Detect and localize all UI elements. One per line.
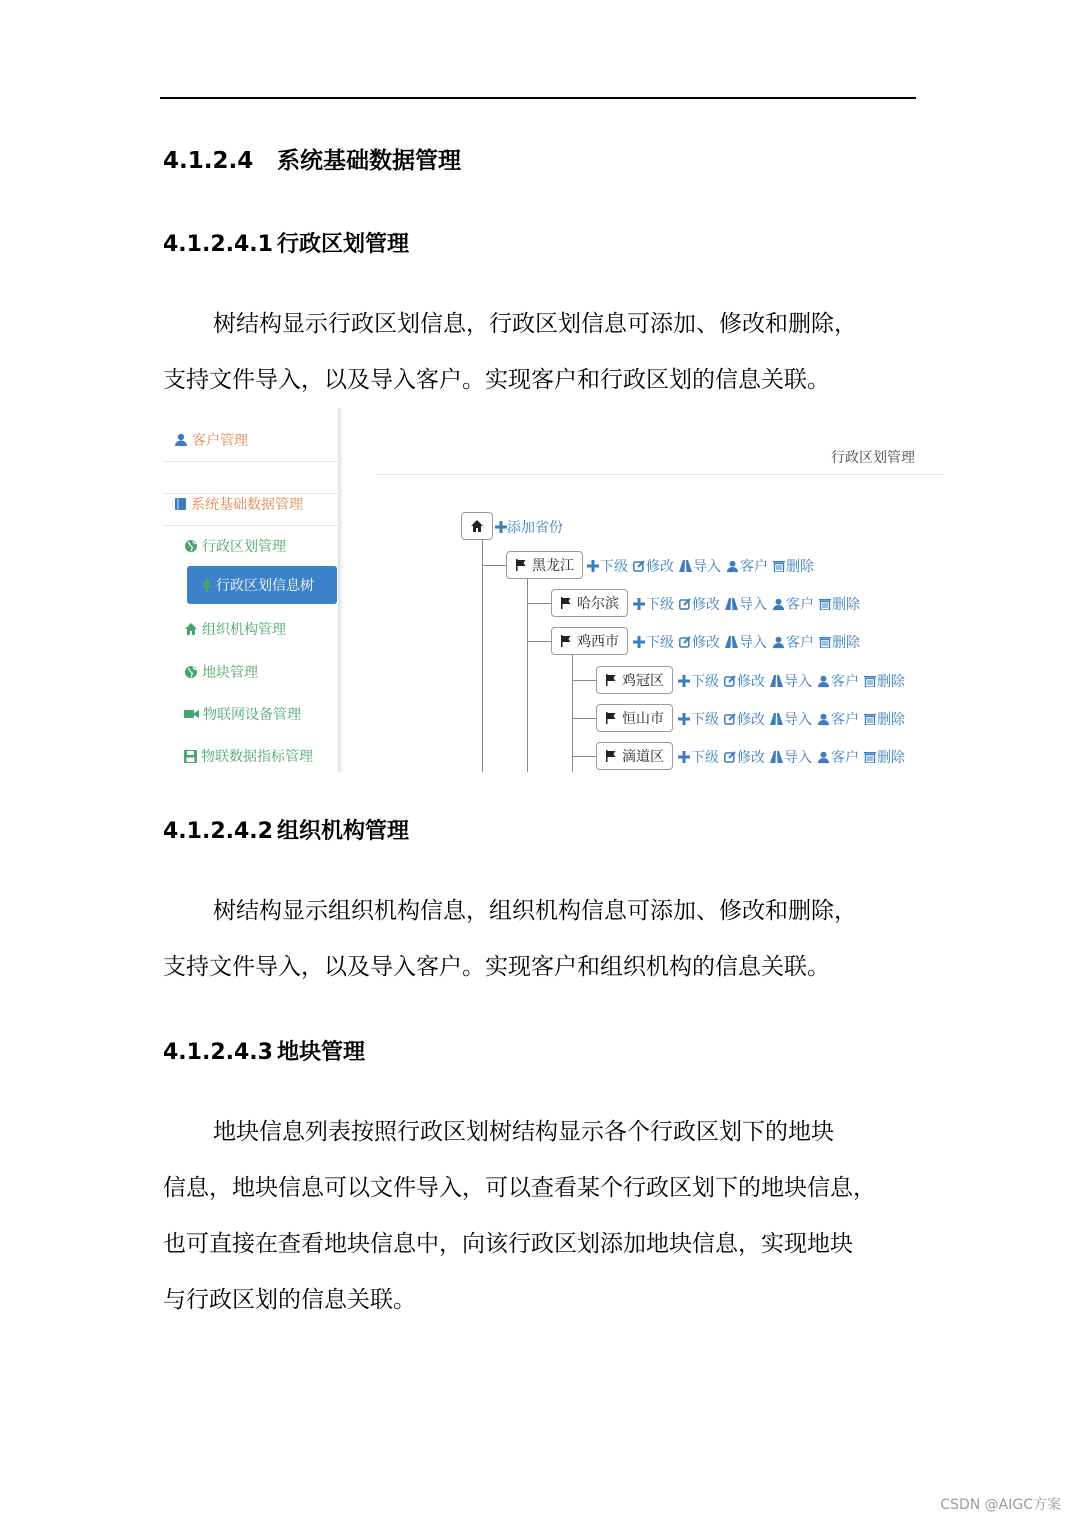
- plus-icon: [678, 675, 690, 687]
- tree-node-didao[interactable]: 滴道区: [596, 742, 673, 770]
- save-icon: [184, 750, 197, 763]
- customer-button[interactable]: 客户: [817, 747, 859, 767]
- plus-icon: [495, 521, 507, 533]
- delete-button[interactable]: 删除: [864, 747, 905, 767]
- trash-icon: [864, 675, 876, 687]
- sidebar-item-region[interactable]: 行政区划管理: [184, 536, 360, 556]
- flag-icon: [605, 674, 617, 686]
- home-icon: [184, 622, 198, 636]
- flag-icon: [560, 597, 572, 609]
- plus-icon: [633, 636, 645, 648]
- sidebar-item-land[interactable]: 地块管理: [184, 662, 360, 682]
- globe-icon: [184, 665, 198, 679]
- tree-connector: [527, 603, 551, 604]
- delete-button[interactable]: 删除: [773, 556, 814, 576]
- tree-node-heilongjiang[interactable]: 黑龙江: [506, 551, 583, 579]
- flag-icon: [515, 559, 527, 571]
- node-actions: [633, 632, 865, 652]
- tree-node-jiguan[interactable]: 鸡冠区: [596, 666, 673, 694]
- region-tree-screenshot: [162, 408, 944, 772]
- sidebar-divider: [162, 525, 338, 526]
- home-icon: [470, 519, 484, 533]
- plus-icon: [587, 560, 599, 572]
- paragraph-region: 树结构显示行政区划信息，行政区划信息可添加、修改和删除， 支持文件导入，以及导入客户。实现客户和行政区划的信息关联。: [163, 311, 857, 393]
- user-icon: [817, 675, 830, 688]
- edit-icon: [724, 675, 736, 687]
- add-child-button[interactable]: 下级: [678, 671, 719, 691]
- plus-icon: [633, 598, 645, 610]
- add-child-button[interactable]: 下级: [678, 747, 719, 767]
- road-icon: [770, 751, 783, 763]
- delete-button[interactable]: 删除: [864, 709, 905, 729]
- user-icon: [174, 433, 188, 447]
- road-icon: [679, 560, 692, 572]
- user-icon: [772, 636, 785, 649]
- import-button[interactable]: 导入: [679, 556, 721, 576]
- import-button[interactable]: 导入: [770, 747, 812, 767]
- import-button[interactable]: 导入: [770, 671, 812, 691]
- sidebar-item-basic-data[interactable]: 系统基础数据管理: [174, 494, 350, 514]
- tree-connector: [482, 565, 506, 566]
- delete-button[interactable]: 删除: [819, 594, 860, 614]
- tree-root-button[interactable]: [461, 512, 493, 540]
- flag-icon: [560, 635, 572, 647]
- customer-button[interactable]: 客户: [772, 632, 814, 652]
- edit-icon: [679, 636, 691, 648]
- tree-connector: [527, 579, 528, 772]
- tree-connector: [572, 756, 596, 757]
- road-icon: [725, 598, 738, 610]
- trash-icon: [819, 636, 831, 648]
- section-heading-4-1-2-4-2: 4.1.2.4.2 组织机构管理: [163, 819, 410, 844]
- road-icon: [770, 713, 783, 725]
- node-actions: [633, 594, 865, 614]
- tree-connector: [572, 718, 596, 719]
- flag-icon: [605, 712, 617, 724]
- header-rule: [160, 97, 916, 99]
- edit-button[interactable]: 修改: [724, 747, 765, 767]
- node-actions: [678, 747, 910, 767]
- node-actions: [678, 709, 910, 729]
- video-camera-icon: [184, 708, 199, 720]
- add-child-button[interactable]: 下级: [587, 556, 628, 576]
- tree-connector: [572, 655, 573, 772]
- user-icon: [726, 560, 739, 573]
- paragraph-org: 树结构显示组织机构信息，组织机构信息可添加、修改和删除， 支持文件导入，以及导入客户。实现客户和组织机构的信息关联。: [163, 898, 857, 980]
- user-icon: [817, 713, 830, 726]
- edit-icon: [724, 751, 736, 763]
- customer-button[interactable]: 客户: [817, 709, 859, 729]
- delete-button[interactable]: 删除: [864, 671, 905, 691]
- sidebar: [162, 408, 339, 772]
- trash-icon: [864, 713, 876, 725]
- book-icon: [174, 497, 187, 511]
- plus-icon: [678, 713, 690, 725]
- delete-button[interactable]: 删除: [819, 632, 860, 652]
- trash-icon: [864, 751, 876, 763]
- customer-button[interactable]: 客户: [817, 671, 859, 691]
- user-icon: [817, 751, 830, 764]
- add-province-link[interactable]: 添加省份: [495, 517, 563, 537]
- flag-icon: [605, 750, 617, 762]
- road-icon: [725, 636, 738, 648]
- edit-icon: [724, 713, 736, 725]
- customer-button[interactable]: 客户: [726, 556, 768, 576]
- edit-button[interactable]: 修改: [724, 671, 765, 691]
- sidebar-item-region-tree[interactable]: 行政区划信息树: [187, 566, 337, 604]
- tree-node-jixi[interactable]: 鸡西市: [551, 627, 628, 655]
- edit-icon: [633, 560, 645, 572]
- node-actions: [678, 671, 910, 691]
- plus-icon: [678, 751, 690, 763]
- paragraph-land: 地块信息列表按照行政区划树结构显示各个行政区划下的地块 信息，地块信息可以文件导入，可以查看某个行政区划下的地块信息， 也可直接在查看地块信息中，向该行政区划添加地块信息，实现地块 与行政区划的信息关联。: [163, 1119, 876, 1313]
- tree-connector: [482, 540, 483, 772]
- header-divider: [376, 474, 944, 475]
- user-icon: [772, 598, 785, 611]
- tree-icon: [202, 578, 212, 592]
- tree-connector: [527, 641, 551, 642]
- watermark: CSDN @AIGC方案: [940, 1497, 1061, 1513]
- import-button[interactable]: 导入: [725, 594, 767, 614]
- node-actions: [587, 556, 819, 576]
- trash-icon: [773, 560, 785, 572]
- breadcrumb: 行政区划管理: [831, 449, 915, 465]
- tree-connector: [572, 680, 596, 681]
- edit-icon: [679, 598, 691, 610]
- sidebar-item-iot-data[interactable]: 物联数据指标管理: [184, 746, 360, 766]
- import-button[interactable]: 导入: [770, 709, 812, 729]
- import-button[interactable]: 导入: [725, 632, 767, 652]
- customer-button[interactable]: 客户: [772, 594, 814, 614]
- edit-button[interactable]: 修改: [679, 632, 720, 652]
- edit-button[interactable]: 修改: [679, 594, 720, 614]
- tree-node-hengshan[interactable]: 恒山市: [596, 704, 673, 732]
- add-child-button[interactable]: 下级: [678, 709, 719, 729]
- section-heading-4-1-2-4: 4.1.2.4 系统基础数据管理: [163, 148, 461, 174]
- globe-icon: [184, 539, 198, 553]
- sidebar-divider: [162, 461, 338, 462]
- tree-node-harbin[interactable]: 哈尔滨: [551, 589, 628, 617]
- sidebar-item-iot-device[interactable]: 物联网设备管理: [184, 704, 360, 724]
- sidebar-item-org[interactable]: 组织机构管理: [184, 619, 360, 639]
- sidebar-item-customer[interactable]: 客户管理: [174, 430, 350, 450]
- edit-button[interactable]: 修改: [724, 709, 765, 729]
- section-heading-4-1-2-4-3: 4.1.2.4.3 地块管理: [163, 1040, 366, 1065]
- trash-icon: [819, 598, 831, 610]
- road-icon: [770, 675, 783, 687]
- section-heading-4-1-2-4-1: 4.1.2.4.1 行政区划管理: [163, 232, 410, 257]
- add-child-button[interactable]: 下级: [633, 594, 674, 614]
- edit-button[interactable]: 修改: [633, 556, 674, 576]
- add-child-button[interactable]: 下级: [633, 632, 674, 652]
